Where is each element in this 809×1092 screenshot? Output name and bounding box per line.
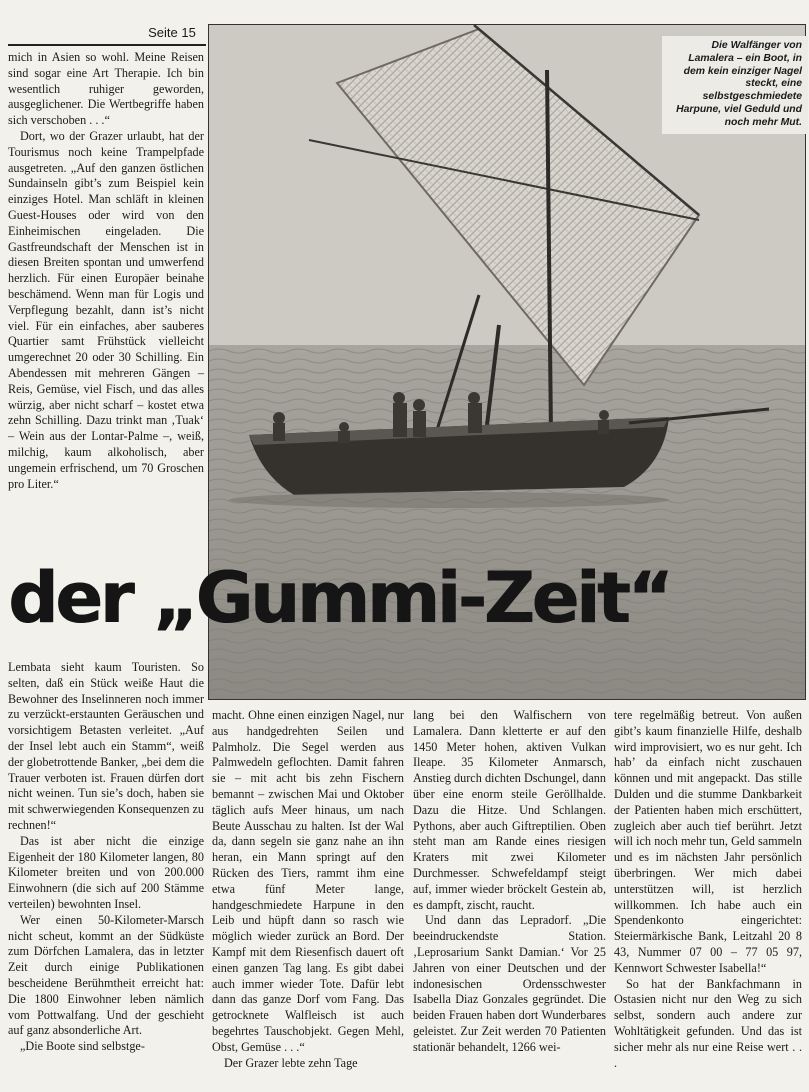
article-column-top xyxy=(8,50,204,492)
article-column-4 xyxy=(614,708,802,1071)
paragraph: tere regelmäßig betreut. Von außen gibt’s kaum finanzielle Hilfe, deshalb wird improvisiert, wo es nur geht. Ich hab’ da einfach nicht zuschauen können und mit angepackt. Das stille Dulden und die stumme Dankbarkeit der Patienten haben mich erschüttert, zugleich aber auch tief berührt. Jetzt will ich noch mehr tun, Geld sammeln und es im nächsten Jahr persönlich überbringen. Wer mich dabei unterstützen will, ist herzlich willkommen. Ich habe auch ein Spendenkonto eingerichtet: Steiermärkische Bank, Leitzahl 20 8 43, Nummer 07 00 – 77 05 97, Kennwort Schwester Isabella!“ xyxy=(614,708,802,975)
article-column-3 xyxy=(413,708,606,1056)
paragraph: „Die Boote sind selbstge- xyxy=(20,1039,145,1054)
paragraph: Der Grazer lebte zehn Tage xyxy=(224,1055,358,1070)
page-number: Seite 15 xyxy=(148,24,196,40)
photo-caption: Die Walfänger von Lamalera – ein Boot, in dem kein einziger Nagel steckt, eine selbstgeschmiedete Harpune, viel Geduld und noch mehr Mut. xyxy=(662,36,808,134)
article-column-1 xyxy=(8,660,204,1055)
header-rule xyxy=(8,44,206,46)
paragraph: macht. Ohne einen einzigen Nagel, nur aus handgedrehten Seilen und Palmholz. Die Segel werden aus Palmwedeln geflochten. Damit fahren sie – mit acht bis zehn Fischern bemannt – zwischen Mai und Oktober täglich aufs Meer hinaus, um nach Beute Ausschau zu halten. Ist der Wal da, dann segeln sie ganz nahe an ihn heran, ein Mann springt auf den Rücken des Tiers, rammt ihm eine etwa fünf Meter lange, handgeschmiedete Harpune in den Leib und hüpft dann so rasch wie möglich wieder zurück an Bord. Der Kampf mit dem Riesenfisch dauert oft einen ganzen Tag lang. Es gibt dabei auch immer wieder Tote. Dafür lebt dann das ganze Dorf vom Fang. Das getrocknete Walfleisch ist auch begehrtes Tauschobjekt. Gegen Mehl, Obst, Gemüse . . .“ xyxy=(212,708,404,1054)
paragraph: Lembata sieht kaum Touristen. So selten, daß ein Stück weiße Haut die Bewohner des Inselinneren noch immer zu verzückt-erstaunten Geräuschen und vorsichtigem Betasten verleitet. „Auf der Insel lebt auch ein Stamm“, weiß der globetrottende Banker, „bei dem die Trauer verboten ist. Frauen dürfen dort nicht weinen. Tun sie’s doch, haben sie mit schwerwiegenden Konsequenzen zu rechnen!“ xyxy=(8,660,204,832)
paragraph: Wer einen 50-Kilometer-Marsch nicht scheut, kommt an der Südküste zum Dörfchen Lamalera, das in letzter Zeit durch einige Publikationen bescheidene Berühmtheit erreicht hat: Die 1800 Einwohner leben nämlich vom Pottwalfang. Und der geschieht auf ganz absonderliche Art. xyxy=(8,912,204,1038)
paragraph: Dort, wo der Grazer urlaubt, hat der Tourismus noch keine Trampelpfade ausgetreten. „Auf den ganzen östlichen Sundainseln gibt’s zum Beispiel kein einziges Hotel. Man schläft in kleinen Guest-Houses oder wird von den Einheimischen eingeladen. Die Gastfreundschaft der Menschen ist in diesen Breiten spontan und umwerfend herzlich. Für einen Europäer beinahe beschämend. Wenn man für Logis und Verpflegung bezahlt, dann ist’s nicht viel. Für ein einfaches, aber sauberes Quartier samt Frühstück vielleicht umgerechnet 20 oder 30 Schilling. Ein Abendessen mit mehreren Gängen – Reis, Gemüse, viel Fisch, und das alles würzig, aber nicht scharf – kostet etwa zehn Schilling. Dazu trinkt man ‚Tuak‘ – Wein aus der Lontar-Palme –, weiß, milchig, kaum alkoholisch, aber ungemein erfrischend, um 70 Groschen pro Liter.“ xyxy=(8,128,204,491)
paragraph: lang bei den Walfischern von Lamalera. Dann kletterte er auf den 1450 Meter hohen, aktiven Vulkan Ileape. 35 Kilometer Anmarsch, Anstieg durch dichten Dschungel, dann über eine enorm steile Geröllhalde. Dazu die Hitze. Und Schlangen. Pythons, aber auch Giftreptilien. Oben steht man am Rande eines riesigen Kraters mit zwei Kilometer Durchmesser. Schwefeldampf steigt auf, immer wieder bröckelt Gestein ab, es dampft, zischt, raucht. xyxy=(413,708,606,912)
paragraph: mich in Asien so wohl. Meine Reisen sind sogar eine Art Therapie. Ich bin wesentlich ruhiger geworden, ausgeglichener. Die Wertbegriffe haben sich verschoben . . .“ xyxy=(8,50,204,128)
headline: der „Gummi-Zeit“ xyxy=(8,557,671,639)
paragraph: Und dann das Lepradorf. „Die beeindruckendste Station. ‚Leprosarium Sankt Damian.‘ Vor 25 Jahren von einer Deutschen und der indonesischen Ordensschwester Isabella Diaz Gonzales gegründet. Die beiden Frauen haben dort Wunderbares geleistet. Zur Zeit werden 70 Patienten stationär behandelt, 1266 wei- xyxy=(413,913,606,1054)
paragraph: So hat der Bankfachmann in Ostasien nicht nur den Weg zu sich selbst, sondern auch andere zur Wohltätigkeit gefunden. Und das ist sicher mehr als nur eine Reise wert . . . xyxy=(614,976,802,1070)
article-column-2 xyxy=(212,708,404,1071)
paragraph: Das ist aber nicht die einzige Eigenheit der 180 Kilometer langen, 80 Kilometer breiten und von 200.000 Einwohnern (die sich auf 200 Stämme verteilen) bewohnten Insel. xyxy=(8,833,204,911)
